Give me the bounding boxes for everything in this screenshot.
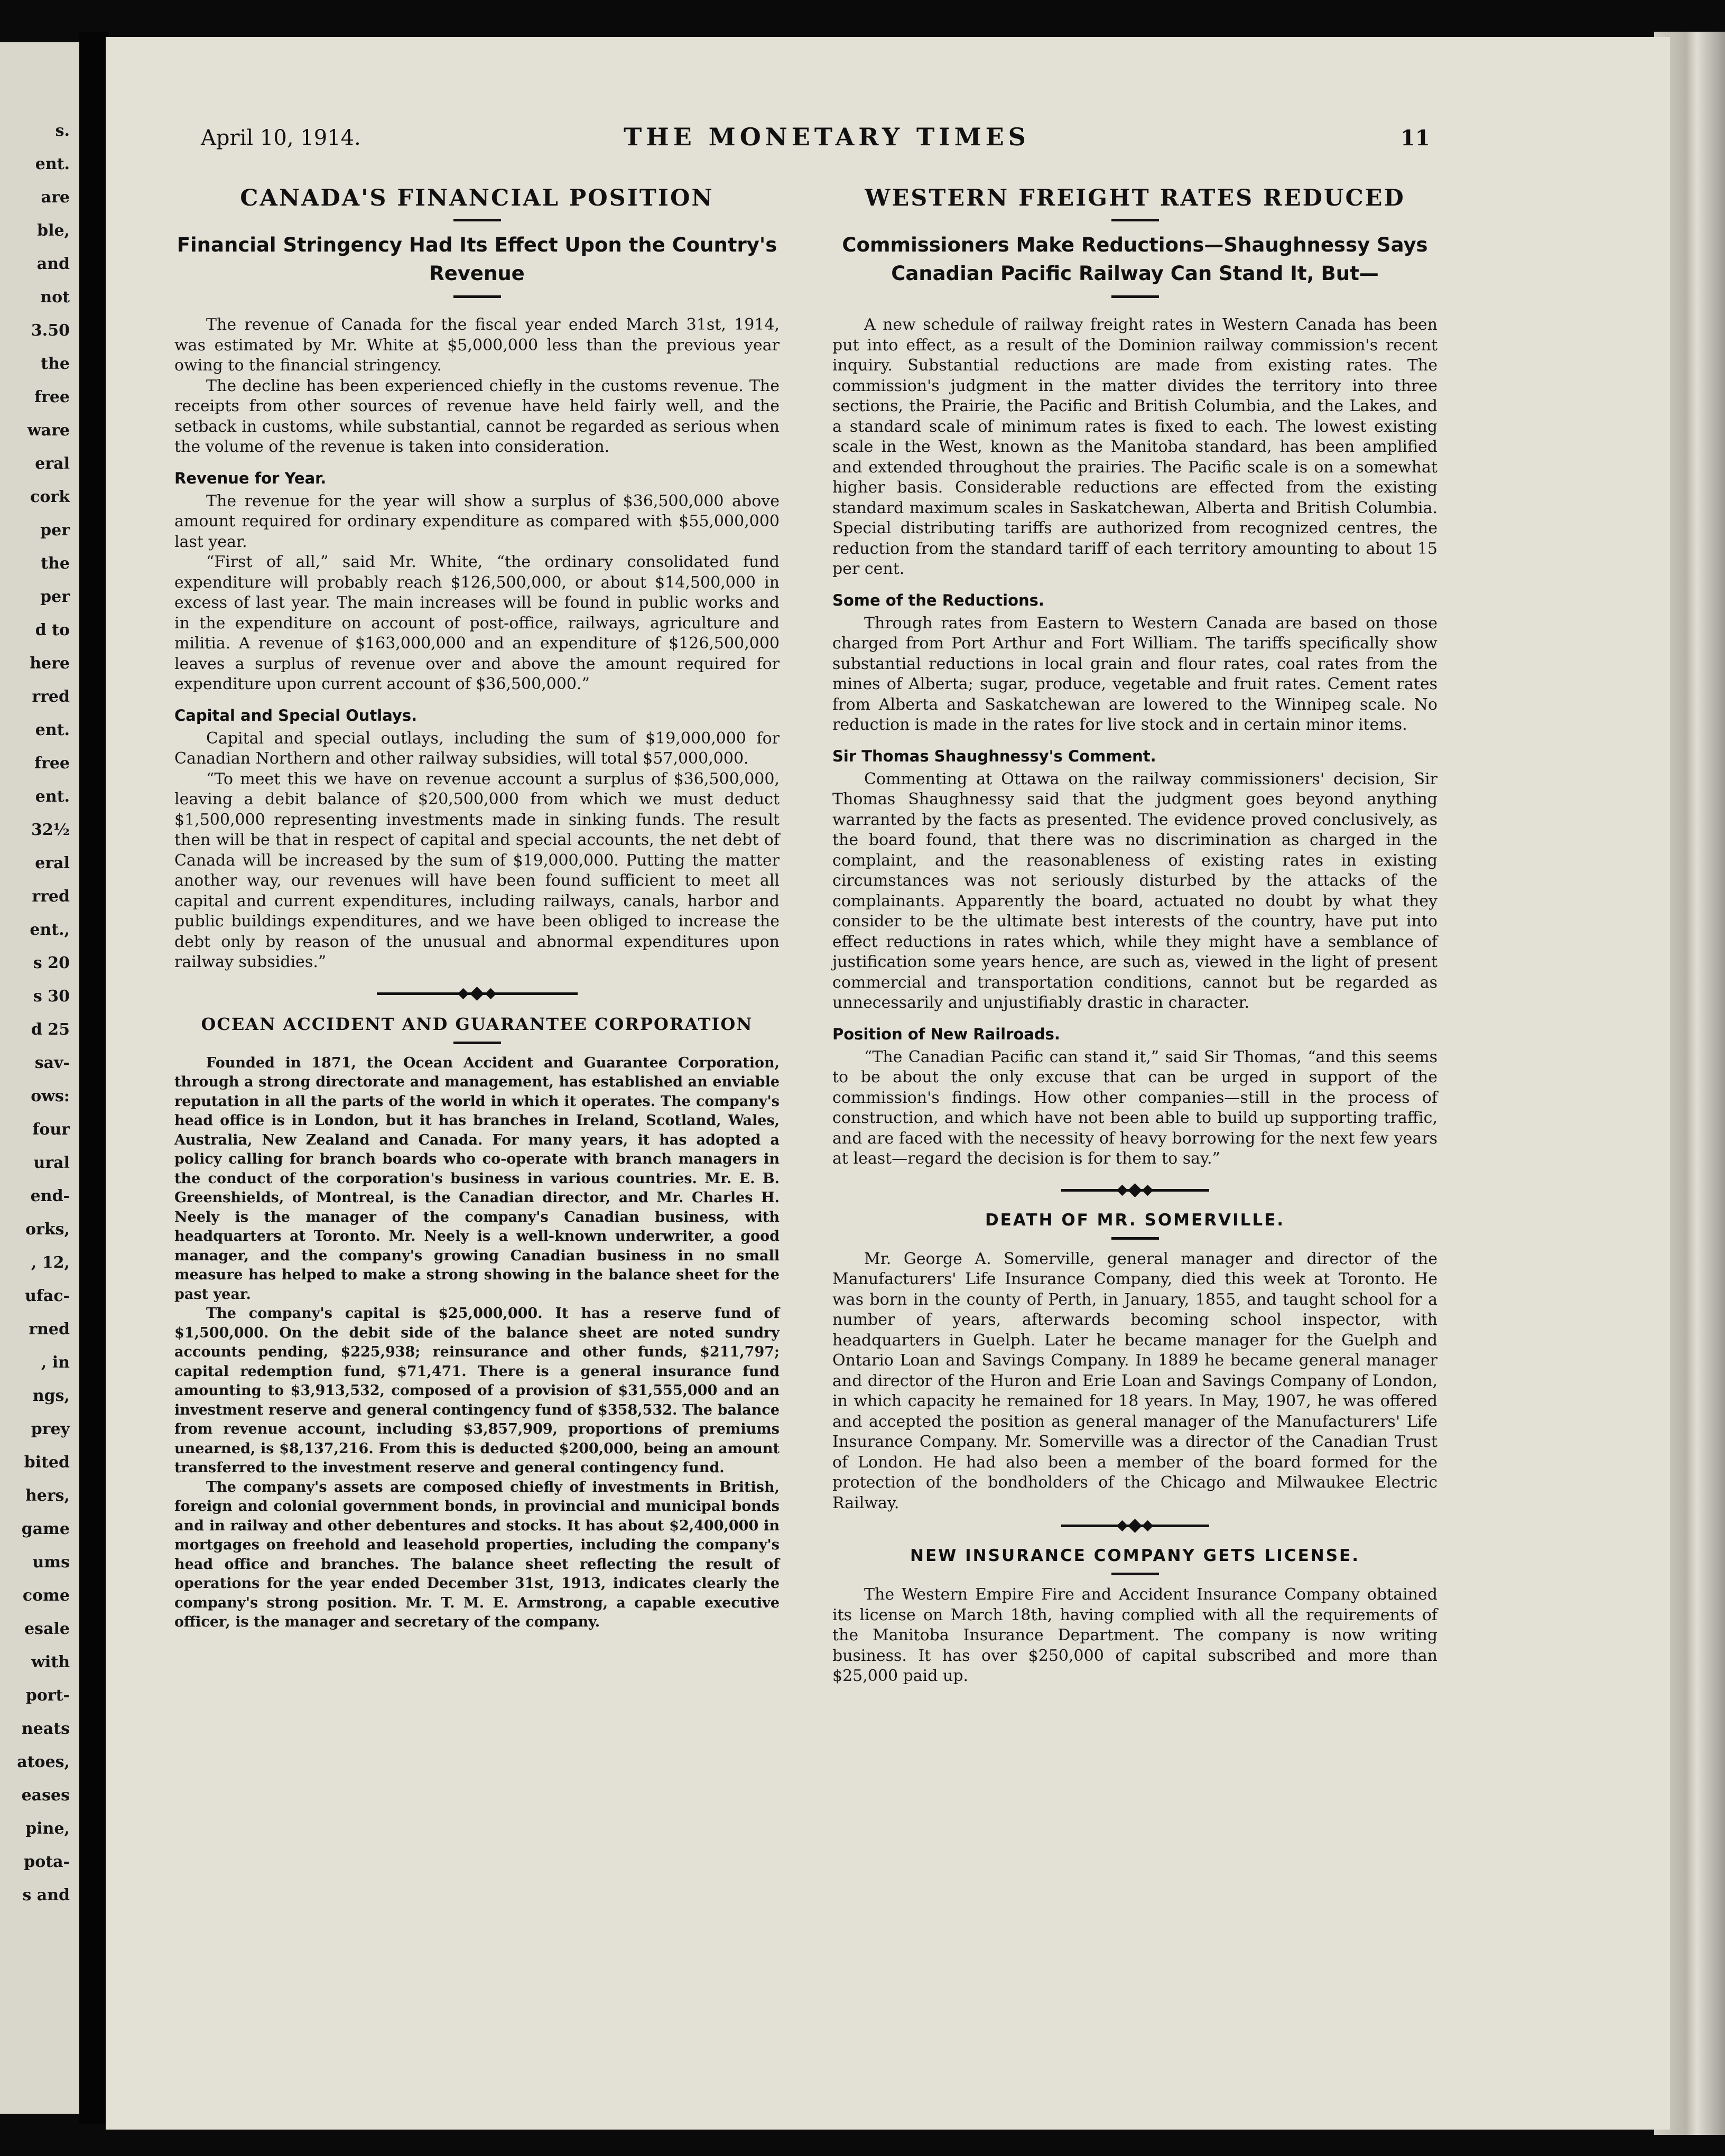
margin-fragment: s 20 (33, 954, 70, 972)
article-paragraph: A new schedule of railway freight rates in Western Canada has been put into effect, as a result of the Dominion railway commission's recent inquiry. Substantial reductions are made from existing rates. The commission's judgment in the matter divides the territory into three sections, the Prairie, the Pacific and British Columbia, and the Lakes, and a standard scale of minimum rates is fixed to each. The lowest existing scale in the West, known as the Manitoba standard, has been amplified and extended throughout the prairies. The Pacific scale is on a somewhat higher basis. Considerable reductions are effected from the existing standard maximum scales in Saskatchewan, Alberta and British Columbia. Special distributing tariffs are authorized from recognized centres, the reduction from the standard tariff of each territory amounting to about 15 per cent. (832, 315, 1437, 578)
margin-fragment: ble, (37, 221, 70, 240)
margin-fragment: rred (32, 687, 70, 706)
title-rule (1111, 1573, 1159, 1575)
article-headline: CANADA'S FINANCIAL POSITION (240, 185, 714, 211)
section-divider-ornament (1061, 1185, 1209, 1195)
margin-fragment: are (41, 188, 70, 207)
margin-fragment: ent. (35, 721, 70, 739)
article-title: NEW INSURANCE COMPANY GETS LICENSE. (910, 1546, 1360, 1565)
margin-fragment: not (40, 288, 70, 306)
section-divider-ornament (1061, 1521, 1209, 1530)
margin-fragment: 32½ (31, 821, 70, 839)
title-rule (1111, 1237, 1159, 1240)
margin-fragment: free (34, 754, 70, 773)
article-paragraph: Founded in 1871, the Ocean Accident and Guarantee Corporation, through a strong directorate and management, has established an enviable reputation in all the parts of the world in which it operates. The company's head office is in London, but it has branches in Ireland, Scotland, Wales, Australia, New Zealand and Canada. For many years, it has adopted a policy calling for branch boards who co-operate with branch managers in the conduct of the corporation's business in various countries. Mr. E. B. Greenshields, of Montreal, is the Canadian director, and Mr. Charles H. Neely is the manager of the company's Canadian business, with headquarters at Toronto. Mr. Neely is a well-known underwriter, a good manager, and the company's growing Canadian business in no small measure has helped to make a strong showing in the balance sheet for the past year. (174, 1054, 780, 1303)
margin-fragment: s and (22, 1886, 70, 1904)
article-paragraph: Through rates from Eastern to Western Canada are based on those charged from Port Arthur and Fort William. The tariffs specifically show substantial reductions in local grain and flour rates, coal rates from the mines of Alberta; sugar, produce, vegetable and fruit rates. Cement rates from Alberta and Saskatchewan are lowered to the Winnipeg scale. No reduction is made in the rates for live stock and in certain minor items. (832, 614, 1437, 734)
margin-fragment: ngs, (32, 1387, 70, 1405)
headline-rule (1111, 219, 1159, 221)
article-title: OCEAN ACCIDENT AND GUARANTEE CORPORATION (201, 1014, 753, 1034)
binding-gutter (79, 32, 108, 2124)
margin-fragment: , in (41, 1353, 70, 1372)
article-paragraph: The company's assets are composed chiefly of investments in British, foreign and colonial government bonds, in provincial and municipal bonds and in railway and other debentures and stocks. It has about $2,400,000 in mortgages on freehold and leasehold properties, including the company's head office and branches. The balance sheet reflecting the result of operations for the year ended December 31st, 1913, indicates clearly the company's strong position. Mr. T. M. E. Armstrong, a capable executive officer, is the manager and secretary of the company. (174, 1479, 780, 1630)
margin-fragment: d to (35, 621, 70, 639)
article-paragraph: Commenting at Ottawa on the railway commissioners' decision, Sir Thomas Shaughnessy said that the judgment goes beyond anything warranted by the facts as presented. The evidence proved conclusively, as the board found, that there was no discrimination as charged in the complaint, and the reasonableness of existing rates in existing circumstances was not seriously disturbed by the attacks of the complainants. Apparently the board, actuated no doubt by what they consider to be the ultimate best interests of the country, have put into effect reductions in rates which, while they might have a semblance of justification some years hence, are such as, viewed in the light of present commercial and transportation conditions, cannot but be regarded as unnecessarily and unjustifiably drastic in character. (832, 769, 1437, 1012)
margin-fragment: eases (21, 1786, 70, 1805)
article-paragraph: The company's capital is $25,000,000. It has a reserve fund of $1,500,000. On the debit side of the balance sheet are noted sundry accounts pending, $225,938; reinsurance and other funds, $211,797; capital redemption fund, $71,471. There is a general insurance fund amounting to $3,913,532, composed of a provision of $31,555,000 and an investment reserve and general contingency fund of $358,532. The balance from revenue account, including $3,857,909, proportions of premiums unearned, is $8,137,216. From this is deducted $200,000, being an amount transferred to the investment reserve and general contingency fund. (174, 1305, 780, 1476)
margin-fragment: per (40, 588, 70, 606)
deck-rule (453, 295, 501, 298)
margin-fragment: here (30, 654, 70, 673)
margin-fragment: ufac- (25, 1287, 70, 1305)
section-subheading: Revenue for Year. (174, 469, 327, 487)
margin-fragment: four (32, 1120, 70, 1139)
margin-fragment: 3.50 (31, 321, 70, 340)
article-paragraph: “To meet this we have on revenue account a surplus of $36,500,000, leaving a debit balance of $20,500,000 from which we must deduct $1,500,000 representing investments made in sinking funds. The result then will be that in respect of capital and special accounts, the net debt of Canada will be increased by the sum of $19,000,000. Putting the matter another way, our revenues will have been found sufficient to meet all capital and current expenditures, including railways, canals, harbor and public buildings expenditures, and we have been obliged to increase the debt only by reason of the unusual and abnormal expenditures upon railway subsidies.” (174, 769, 780, 971)
margin-fragment: rned (29, 1320, 70, 1339)
margin-fragment: , 12, (31, 1253, 70, 1272)
headline-rule (453, 219, 501, 221)
article-paragraph: Capital and special outlays, including the sum of $19,000,000 for Canadian Northern and other railway subsidies, will total $57,000,000. (174, 729, 780, 768)
margin-fragment: orks, (25, 1220, 70, 1239)
article-paragraph: Mr. George A. Somerville, general manager and director of the Manufacturers' Life Insurance Company, died this week at Toronto. He was born in the county of Perth, in January, 1855, and taught school for a number of years, afterwards becoming school inspector, with headquarters in Guelph. Later he became manager for the Guelph and Ontario Loan and Savings Company. In 1889 he became general manager and director of the Huron and Erie Loan and Savings Company of London, in which capacity he remained for 18 years. In May, 1907, he was offered and accepted the position as general manager of the Manufacturers' Life Insurance Company. Mr. Somerville was a director of the Canadian Trust of London. He had also been a member of the board formed for the protection of the bondholders of the Chicago and Milwaukee Electric Railway. (832, 1249, 1437, 1512)
article-paragraph: The Western Empire Fire and Accident Insurance Company obtained its license on March 18th, having complied with all the requirements of the Manitoba Insurance Department. The company is now writing business. It has over $250,000 of capital subscribed and more than $25,000 paid up. (832, 1585, 1437, 1685)
margin-fragment: bited (24, 1453, 70, 1472)
margin-fragment: and (36, 255, 70, 273)
margin-fragment: pota- (24, 1853, 70, 1871)
margin-fragment: esale (24, 1620, 70, 1638)
margin-fragment: the (41, 554, 70, 573)
article-deck: Commissioners Make Reductions—Shaughnessy Says Canadian Pacific Railway Can Stand It, But— (842, 234, 1428, 285)
margin-fragment: per (40, 521, 70, 540)
article-paragraph: The revenue for the year will show a surplus of $36,500,000 above amount required for ordinary expenditure as compared with $55,000,000 last year. (174, 491, 780, 551)
margin-fragment: free (34, 388, 70, 406)
margin-fragment: s. (55, 122, 70, 140)
section-subheading: Some of the Reductions. (832, 591, 1044, 609)
margin-fragment: ows: (31, 1087, 70, 1105)
margin-fragment: eral (35, 454, 70, 473)
article-paragraph: The decline has been experienced chiefly in the customs revenue. The receipts from other sources of revenue have held fairly well, and the setback in customs, while substantial, cannot be regarded as serious when the volume of the revenue is taken into consideration. (174, 376, 780, 456)
page-number: 11 (1401, 126, 1430, 151)
article-deck: Financial Stringency Had Its Effect Upon the Country's Revenue (177, 234, 777, 285)
margin-fragment: hers, (25, 1486, 70, 1505)
deck-rule (1111, 295, 1159, 298)
margin-fragment: with (31, 1653, 70, 1671)
section-subheading: Position of New Railroads. (832, 1025, 1060, 1043)
margin-fragment: sav- (34, 1054, 70, 1072)
margin-fragment: prey (31, 1420, 70, 1438)
section-subheading: Capital and Special Outlays. (174, 706, 418, 724)
margin-fragment: ent. (35, 787, 70, 806)
left-column (174, 185, 780, 1632)
margin-fragment: ural (33, 1154, 70, 1172)
margin-fragment: port- (25, 1686, 70, 1705)
margin-fragment: ware (27, 421, 70, 440)
issue-date: April 10, 1914. (201, 126, 361, 150)
margin-fragment: ent. (35, 155, 70, 173)
margin-fragment: neats (21, 1720, 70, 1738)
article-paragraph: The revenue of Canada for the fiscal year ended March 31st, 1914, was estimated by Mr. White at $5,000,000 less than the previous year owing to the financial stringency. (174, 315, 780, 375)
right-column (832, 185, 1437, 1687)
masthead: THE MONETARY TIMES (624, 123, 1030, 151)
section-divider-ornament (377, 989, 578, 998)
previous-page-edge (0, 42, 85, 2114)
margin-fragment: ent., (30, 921, 70, 939)
article-headline: WESTERN FREIGHT RATES REDUCED (865, 185, 1405, 211)
margin-fragment: cork (30, 488, 70, 506)
margin-fragment: atoes, (17, 1753, 70, 1771)
margin-fragment: ums (32, 1553, 70, 1572)
margin-fragment: pine, (25, 1819, 70, 1838)
margin-fragment: rred (32, 887, 70, 906)
margin-fragment: game (21, 1520, 70, 1538)
article-title: DEATH OF MR. SOMERVILLE. (985, 1210, 1285, 1230)
section-subheading: Sir Thomas Shaughnessy's Comment. (832, 747, 1156, 765)
margin-fragment: end- (30, 1187, 70, 1205)
margin-fragment: come (22, 1586, 70, 1605)
margin-fragment: d 25 (31, 1020, 70, 1039)
margin-fragment: the (41, 355, 70, 373)
margin-fragment: s 30 (33, 987, 70, 1006)
article-paragraph: “First of all,” said Mr. White, “the ordinary consolidated fund expenditure will probably reach $126,500,000, or about $14,500,000 in excess of last year. The main increases will be found in public works and in the expenditure on account of post-office, railways, agriculture and militia. A revenue of $163,000,000 and an expenditure of $126,500,000 leaves a surplus of revenue over and above the amount required for expenditure upon current account of $36,500,000.” (174, 553, 780, 693)
margin-fragment: eral (35, 854, 70, 872)
article-paragraph: “The Canadian Pacific can stand it,” said Sir Thomas, “and this seems to be about the only excuse that can be urged in support of the commission's findings. How other companies—still in the process of construction, and which have not been able to build up supporting traffic, and are faced with the necessity of heavy borrowing for the next few years at least—regard the decision is for them to say.” (832, 1047, 1437, 1168)
title-rule (453, 1042, 501, 1044)
